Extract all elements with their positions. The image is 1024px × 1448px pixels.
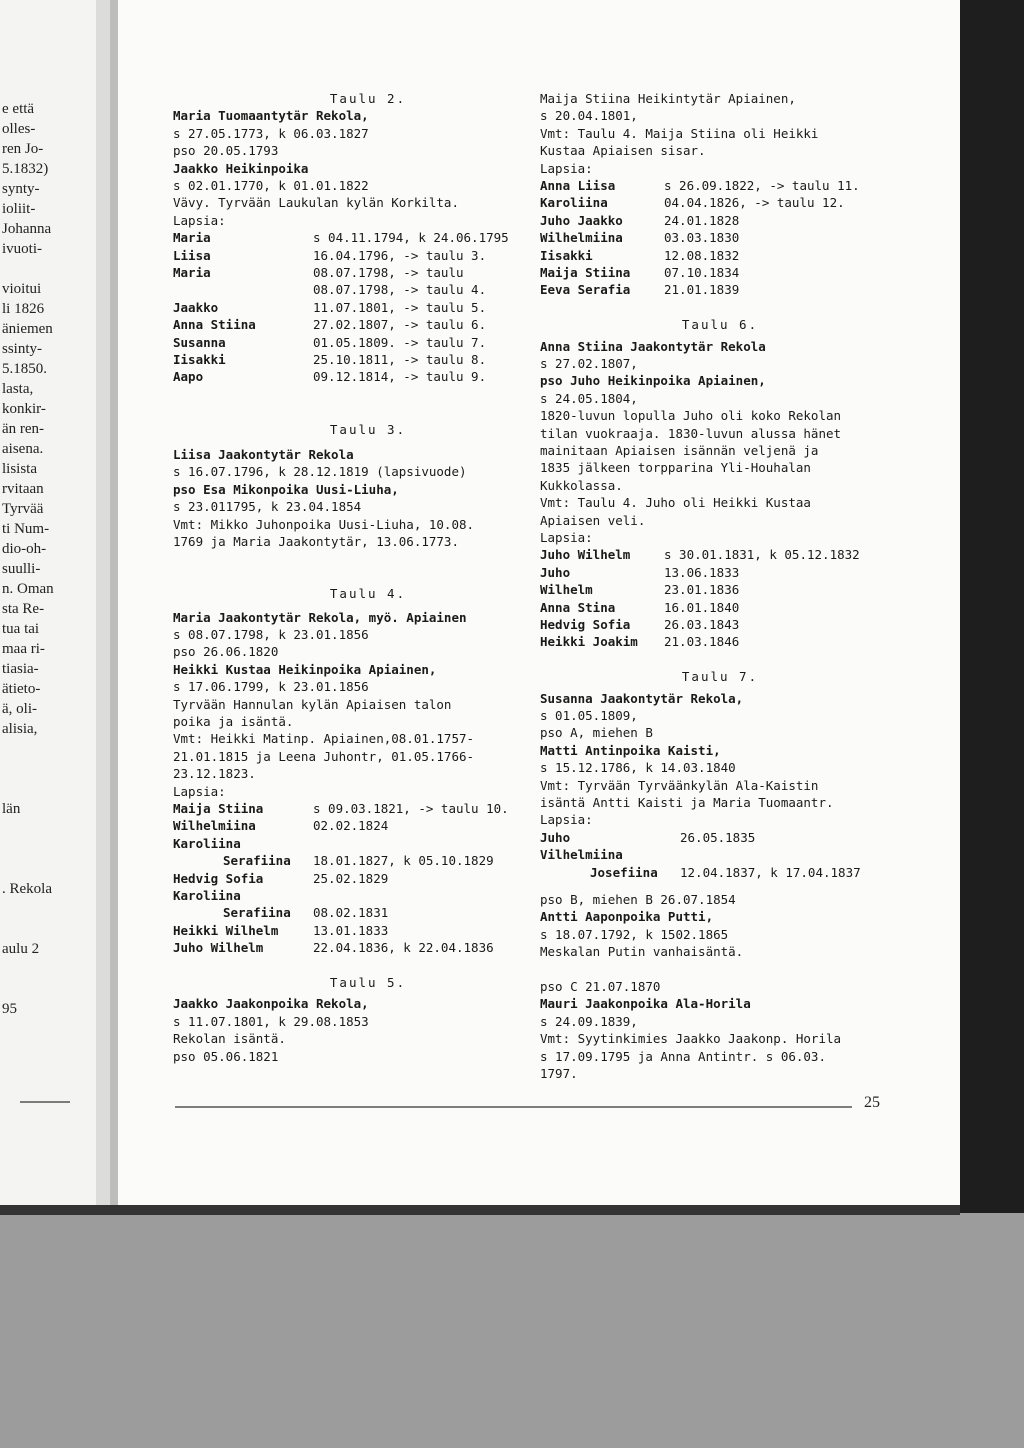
left-fragment-line: ivuoti- [2,241,42,257]
child-row [173,264,563,281]
left-fragment-line: tua tai [2,621,40,637]
text-line: s 17.06.1799, k 23.01.1856 [173,679,369,695]
child-row [173,334,563,351]
left-fragment-line: ti Num- [2,521,50,537]
child-name: Iisakki [173,351,226,367]
text-line: s 24.05.1804, [540,390,638,406]
child-dates: 13.01.1833 [313,922,389,938]
text-line [540,961,900,978]
text-line: Susanna Jaakontytär Rekola, [540,690,744,706]
child-dates: 12.08.1832 [664,247,740,263]
child-name: Anna Liisa [540,178,616,194]
text-line: pso 26.06.1820 [173,644,279,660]
taulu4-body [173,609,563,800]
left-fragment-line: n. Oman [2,581,54,597]
child-row [173,299,563,316]
child-name: Wilhelm [540,582,593,598]
child-dates: 01.05.1809. -> taulu 7. [313,334,487,350]
text-line: s 20.04.1801, [540,108,638,124]
child-name: Aapo [173,369,204,385]
text-line: Jaakko Jaakonpoika Rekola, [173,996,369,1012]
left-fragment-line: lisista [2,461,38,477]
child-dates: 25.02.1829 [313,870,389,886]
left-fragment-line: 5.1832) [2,161,49,177]
text-line: s 18.07.1792, k 1502.1865 [540,926,729,942]
taulu2-title: Taulu 2. [329,91,407,106]
child-dates: 12.04.1837, k 17.04.1837 [680,864,861,880]
left-fragment-line: dio-oh- [2,541,47,557]
text-line: Lapsia: [540,812,593,828]
left-fragment-line: vioitui [2,281,42,297]
taulu2-header [173,107,563,229]
child-row [540,229,900,246]
text-line: Maria Jaakontytär Rekola, myö. Apiainen [173,609,467,625]
left-fragment-line: 95 [2,1001,17,1017]
text-line: Maija Stiina Heikintytär Apiainen, [540,91,796,106]
child-row [173,281,563,298]
child-dates: 27.02.1807, -> taulu 6. [313,317,487,333]
left-fragment-line: . Rekola [2,881,52,897]
left-fragment-line: äniemen [2,321,53,337]
child-name: Heikki Wilhelm [173,922,279,938]
child-row [173,229,563,246]
text-line: s 11.07.1801, k 29.08.1853 [173,1013,369,1029]
child-dates: 21.01.1839 [664,282,740,298]
child-dates: s 26.09.1822, -> taulu 11. [664,178,860,194]
child-row [540,864,900,881]
text-line: isäntä Antti Kaisti ja Maria Tuomaantr. [540,795,834,811]
child-row [540,194,900,211]
child-name: Karoliina [173,888,241,903]
child-name: Juho Jaakko [540,212,623,228]
child-name: Jaakko [173,299,219,315]
taulu5-body [173,995,563,1065]
text-line: Matti Antinpoika Kaisti, [540,742,721,758]
text-line: Apiaisen veli. [540,512,646,528]
child-dates: 08.07.1798, -> taulu 4. [313,282,487,298]
text-line: Kustaa Apiaisen sisar. [540,143,706,159]
left-fragment-line: maa ri- [2,641,45,657]
taulu3-title: Taulu 3. [329,421,407,437]
text-line: Meskalan Putin vanhaisäntä. [540,944,744,960]
child-row [173,887,563,904]
text-line: Vävy. Tyrvään Laukulan kylän Korkilta. [173,195,459,211]
left-fragment-line: lasta, [2,381,34,397]
child-row [173,852,563,869]
left-fragment-line: ätieto- [2,681,41,697]
child-dates: s 09.03.1821, -> taulu 10. [313,801,509,817]
child-name: Liisa [173,247,211,263]
taulu2-children [173,229,563,386]
text-line: pso 05.06.1821 [173,1048,279,1064]
child-dates: 09.12.1814, -> taulu 9. [313,369,487,385]
child-dates: 04.04.1826, -> taulu 12. [664,195,845,211]
child-dates: 22.04.1836, k 22.04.1836 [313,940,494,956]
left-fragment-line: olles- [2,121,36,137]
child-dates: 13.06.1833 [664,564,740,580]
text-line: s 23.011795, k 23.04.1854 [173,499,362,515]
right-column [540,90,900,1082]
left-fragment-line: Johanna [2,221,52,237]
child-row [540,599,900,616]
text-line: Mauri Jaakonpoika Ala-Horila [540,996,751,1012]
text-line: Vmt: Heikki Matinp. Apiainen,08.01.1757- [173,731,475,747]
maija-stiina-children [540,177,900,299]
taulu6-title: Taulu 6. [681,317,759,333]
child-row [173,817,563,834]
child-row [173,922,563,939]
text-line: Vmt: Taulu 4. Juho oli Heikki Kustaa [540,495,811,511]
left-fragment-line: ssinty- [2,341,43,357]
taulu7-title: Taulu 7. [681,669,759,685]
text-line: s 15.12.1786, k 14.03.1840 [540,760,736,776]
child-row [540,212,900,229]
child-name: Iisakki [540,247,593,263]
text-line: pso A, miehen B [540,725,653,741]
maija-stiina-body [540,90,900,177]
left-fragment-line: än ren- [2,421,45,437]
text-line: mainitaan Apiaisen isännän veljenä ja [540,443,819,458]
left-fragment-line: 5.1850. [2,361,47,377]
child-row [540,564,900,581]
text-line: 1769 ja Maria Jaakontytär, 13.06.1773. [173,533,459,549]
taulu6-body [540,338,900,547]
taulu4-children [173,800,563,957]
text-line: 21.01.1815 ja Leena Juhontr, 01.05.1766- [173,748,475,764]
text-line: Vmt: Syytinkimies Jaakko Jaakonp. Horila [540,1031,842,1047]
child-name: Hedvig Sofia [540,617,631,632]
text-line: Lapsia: [173,783,226,799]
text-line: Maria Tuomaantytär Rekola, [173,108,369,124]
child-name: Heikki Joakim [540,634,638,650]
left-fragment-line: län [2,801,21,817]
taulu5-title: Taulu 5. [329,974,407,990]
child-row [540,264,900,281]
text-line: Kukkolassa. [540,477,623,493]
child-row [173,800,563,817]
text-line: Tyrvään Hannulan kylän Apiaisen talon [173,696,452,712]
child-dates: 16.04.1796, -> taulu 3. [313,247,487,263]
child-name: Hedvig Sofia [173,870,264,886]
child-dates: 26.05.1835 [680,829,756,845]
child-dates: 02.02.1824 [313,818,389,834]
text-line: pso 20.05.1793 [173,143,279,159]
child-dates: 16.01.1840 [664,599,740,615]
text-line: 1835 jälkeen torpparina Yli-Houhalan [540,460,811,476]
taulu3-body [173,446,563,550]
text-line: s 27.02.1807, [540,355,638,371]
text-line: Heikki Kustaa Heikinpoika Apiainen, [173,661,437,677]
text-line: poika ja isäntä. [173,714,294,730]
taulu7-children [540,829,900,881]
left-fragment-line: synty- [2,181,40,197]
left-fragment-line: aulu 2 [2,941,40,957]
child-dates: 23.01.1836 [664,582,740,598]
child-dates: 07.10.1834 [664,264,740,280]
text-line: s 17.09.1795 ja Anna Antintr. s 06.03. [540,1048,826,1064]
text-line: Lapsia: [173,212,226,228]
child-name: Karoliina [173,835,241,851]
text-line: s 27.05.1773, k 06.03.1827 [173,125,369,141]
text-line: 1820-luvun lopulla Juho oli koko Rekolan [540,408,842,424]
text-line: pso Juho Heikinpoika Apiainen, [540,373,766,389]
child-row [540,846,900,863]
child-dates: s 04.11.1794, k 24.06.1795 [313,230,509,246]
child-row [540,829,900,846]
text-line: tilan vuokraaja. 1830-luvun alussa hänet [540,425,842,441]
text-line: s 24.09.1839, [540,1013,638,1029]
child-dates: s 30.01.1831, k 05.12.1832 [664,547,860,563]
text-line: Jaakko Heikinpoika [173,160,309,176]
child-row [173,351,563,368]
child-row [173,939,563,956]
child-name: Josefiina [590,864,658,880]
document-page [118,0,960,1213]
taulu7-continuation [540,891,900,1082]
text-line: s 16.07.1796, k 28.12.1819 (lapsivuode) [173,464,467,480]
left-column [173,90,563,1065]
child-row [173,316,563,333]
page-number: 25 [864,1094,880,1111]
child-dates: 03.03.1830 [664,230,740,246]
child-row [173,870,563,887]
child-name: Maria [173,265,211,281]
left-fragment-line: ä, oli- [2,701,37,717]
child-name: Wilhelmiina [540,230,623,246]
child-row [173,835,563,852]
left-fragment-line: ioliit- [2,201,36,217]
text-line: Lapsia: [540,530,593,546]
child-name: Serafiina [223,853,291,869]
child-row [540,247,900,264]
child-row [540,177,900,194]
child-dates: 26.03.1843 [664,617,740,632]
child-name: Juho [540,829,571,845]
child-name: Juho Wilhelm [540,547,631,563]
child-name: Anna Stiina [173,317,256,333]
left-fragment-line: rvitaan [2,481,44,497]
text-line: pso Esa Mikonpoika Uusi-Liuha, [173,481,399,497]
child-name: Serafiina [223,905,291,921]
child-dates: 25.10.1811, -> taulu 8. [313,351,487,367]
child-row [540,281,900,298]
left-fragment-line: sta Re- [2,601,45,617]
child-row [540,616,900,633]
child-name: Karoliina [540,195,608,211]
text-line: s 08.07.1798, k 23.01.1856 [173,626,369,642]
child-dates: 11.07.1801, -> taulu 5. [313,299,487,315]
child-name: Juho Wilhelm [173,940,264,956]
child-name: Wilhelmiina [173,818,256,834]
child-name: Maija Stiina [540,264,631,280]
text-line: s 02.01.1770, k 01.01.1822 [173,178,369,194]
left-fragment-line: ren Jo- [2,141,44,157]
child-dates: 18.01.1827, k 05.10.1829 [313,853,494,869]
child-row [173,904,563,921]
child-dates: 21.03.1846 [664,634,740,650]
child-name: Susanna [173,334,226,350]
taulu7-body [540,690,900,829]
text-line: Rekolan isäntä. [173,1031,286,1047]
text-line: 23.12.1823. [173,766,256,782]
left-fragment-line: tiasia- [2,661,39,677]
text-line: Liisa Jaakontytär Rekola [173,446,354,462]
text-line: Vmt: Mikko Juhonpoika Uusi-Liuha, 10.08. [173,516,475,532]
child-dates: 08.07.1798, -> taulu [313,265,464,281]
text-line: Vmt: Tyrvään Tyrväänkylän Ala-Kaistin [540,777,819,793]
left-fragment-line: konkir- [2,401,46,417]
child-row [540,633,900,650]
left-fragment-line: alisia, [2,721,38,737]
text-line: 1797. [540,1066,578,1082]
child-name: Vilhelmiina [540,847,623,863]
child-row [540,546,900,563]
left-fragment-line: e että [2,101,35,117]
text-line: pso B, miehen B 26.07.1854 [540,892,736,907]
child-row [540,581,900,598]
child-name: Maija Stiina [173,801,264,817]
child-dates: 08.02.1831 [313,905,389,921]
child-row [173,368,563,385]
child-name: Juho [540,564,571,580]
text-line: Antti Aaponpoika Putti, [540,909,714,925]
child-name: Maria [173,230,211,246]
left-fragment-line: aisena. [2,441,44,457]
left-fragment-line: suulli- [2,561,41,577]
taulu4-title: Taulu 4. [329,586,407,602]
left-fragment-line: Tyrvää [2,501,44,517]
text-line: pso C 21.07.1870 [540,979,661,995]
text-line: Lapsia: [540,160,593,176]
child-name: Eeva Serafia [540,282,631,298]
taulu6-children [540,546,900,650]
text-line: Vmt: Taulu 4. Maija Stiina oli Heikki [540,125,819,141]
text-line: s 01.05.1809, [540,707,638,723]
left-fragment-line: li 1826 [2,301,45,317]
child-name: Anna Stina [540,599,616,615]
child-dates: 24.01.1828 [664,212,740,228]
child-row [173,247,563,264]
text-line: Anna Stiina Jaakontytär Rekola [540,338,766,354]
